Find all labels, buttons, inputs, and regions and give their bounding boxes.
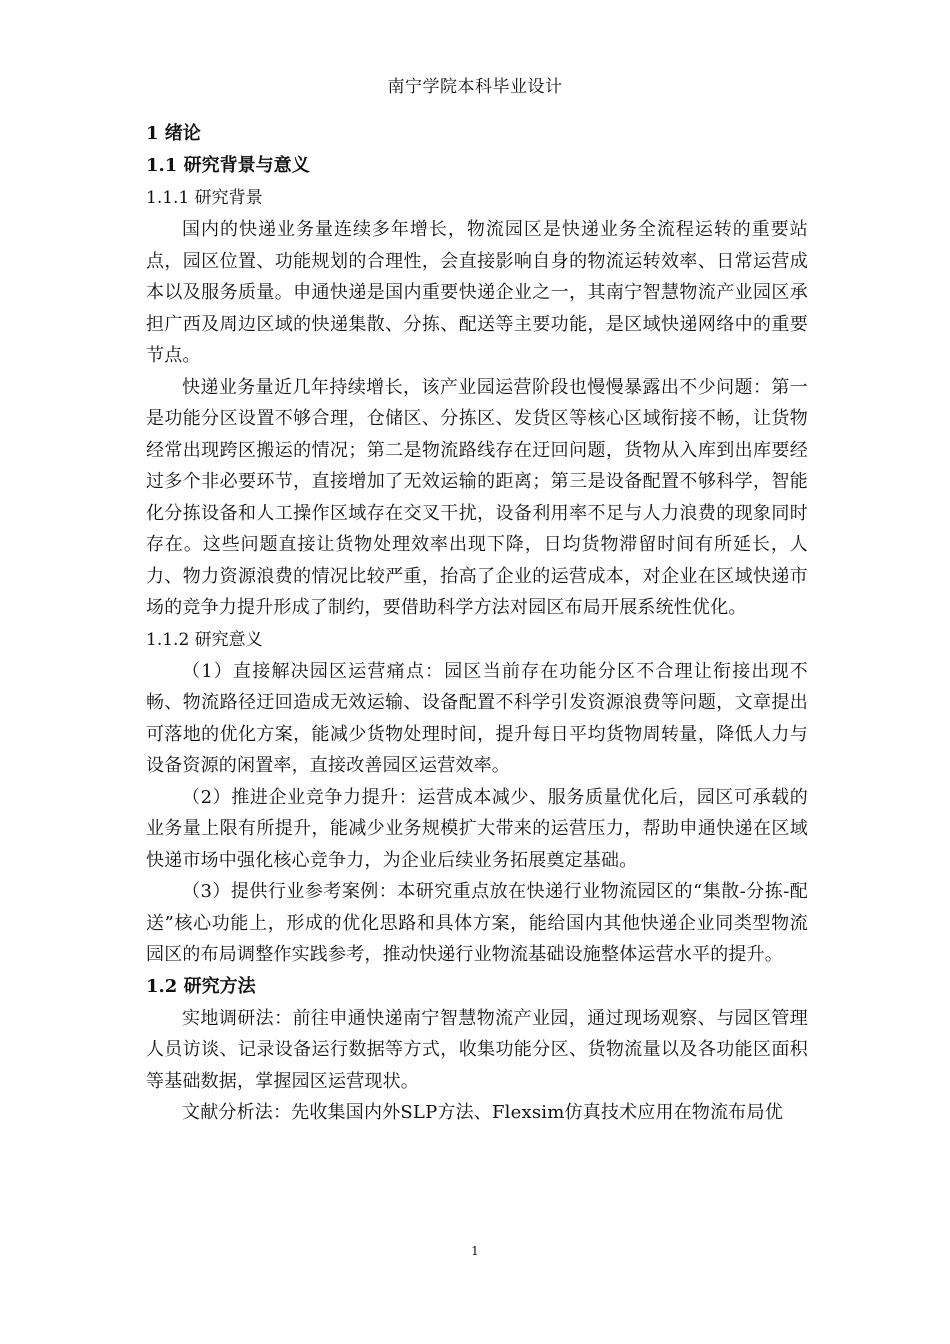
paragraph: （3）提供行业参考案例：本研究重点放在快递行业物流园区的“集散-分拣-配送”核心功能上，形成的优化思路和具体方案，能给国内其他快递企业同类型物流园区的布局调整作实践参考，推动快递行业物流基础设施整体运营水平的提升。 [146, 881, 808, 965]
page-number: 1 [471, 1244, 479, 1258]
paragraph: 实地调研法：前往申通快递南宁智慧物流产业园，通过现场观察、与园区管理人员访谈、记录设备运行数据等方式，收集功能分区、货物流量以及各功能区面积等基础数据，掌握园区运营现状。 [146, 1007, 808, 1092]
running-header: 南宁学院本科毕业设计 [387, 77, 563, 97]
body-content [146, 118, 808, 1129]
section-heading-1-1: 1.1 研究背景与意义 [146, 155, 310, 176]
subsection-heading-1-1-1: 1.1.1 研究背景 [146, 188, 263, 208]
chapter-heading: 1 绪论 [146, 123, 201, 144]
paragraph: （2）推进企业竞争力提升：运营成本减少、服务质量优化后，园区可承载的业务量上限有所提升，能减少业务规模扩大带来的运营压力，帮助申通快递在区域快递市场中强化核心竞争力，为企业后续业务拓展奠定基础。 [146, 786, 808, 871]
paragraph: 国内的快递业务量连续多年增长，物流园区是快递业务全流程运转的重要站点，园区位置、功能规划的合理性，会直接影响自身的物流运转效率、日常运营成本以及服务质量。申通快递是国内重要快递企业之一，其南宁智慧物流产业园区承担广西及周边区域的快递集散、分拣、配送等主要功能，是区域快递网络中的重要节点。 [146, 219, 808, 366]
section-heading-1-2: 1.2 研究方法 [146, 975, 256, 997]
paragraph: （1）直接解决园区运营痛点：园区当前存在功能分区不合理让衔接出现不畅、物流路径迂回造成无效运输、设备配置不科学引发资源浪费等问题，文章提出可落地的优化方案，能减少货物处理时间，提升每日平均货物周转量，降低人力与设备资源的闲置率，直接改善园区运营效率。 [146, 660, 808, 776]
paragraph: 文献分析法：先收集国内外SLP方法、Flexsim仿真技术应用在物流布局优 [182, 1102, 783, 1123]
subsection-heading-1-1-2: 1.1.2 研究意义 [146, 629, 263, 650]
paragraph: 快递业务量近几年持续增长，该产业园运营阶段也慢慢暴露出不少问题：第一是功能分区设置不够合理，仓储区、分拣区、发货区等核心区域衔接不畅，让货物经常出现跨区搬运的情况；第二是物流路线存在迂回问题，货物从入库到出库要经过多个非必要环节，直接增加了无效运输的距离；第三是设备配置不够科学，智能化分拣设备和人工操作区域存在交叉干扰，设备利用率不足与人力浪费的现象同时存在。这些问题直接让货物处理效率出现下降，日均货物滞留时间有所延长，人力、物力资源浪费的情况比较严重，抬高了企业的运营成本，对企业在区域快递市场的竞争力提升形成了制约，要借助科学方法对园区布局开展系统性优化。 [146, 376, 808, 618]
